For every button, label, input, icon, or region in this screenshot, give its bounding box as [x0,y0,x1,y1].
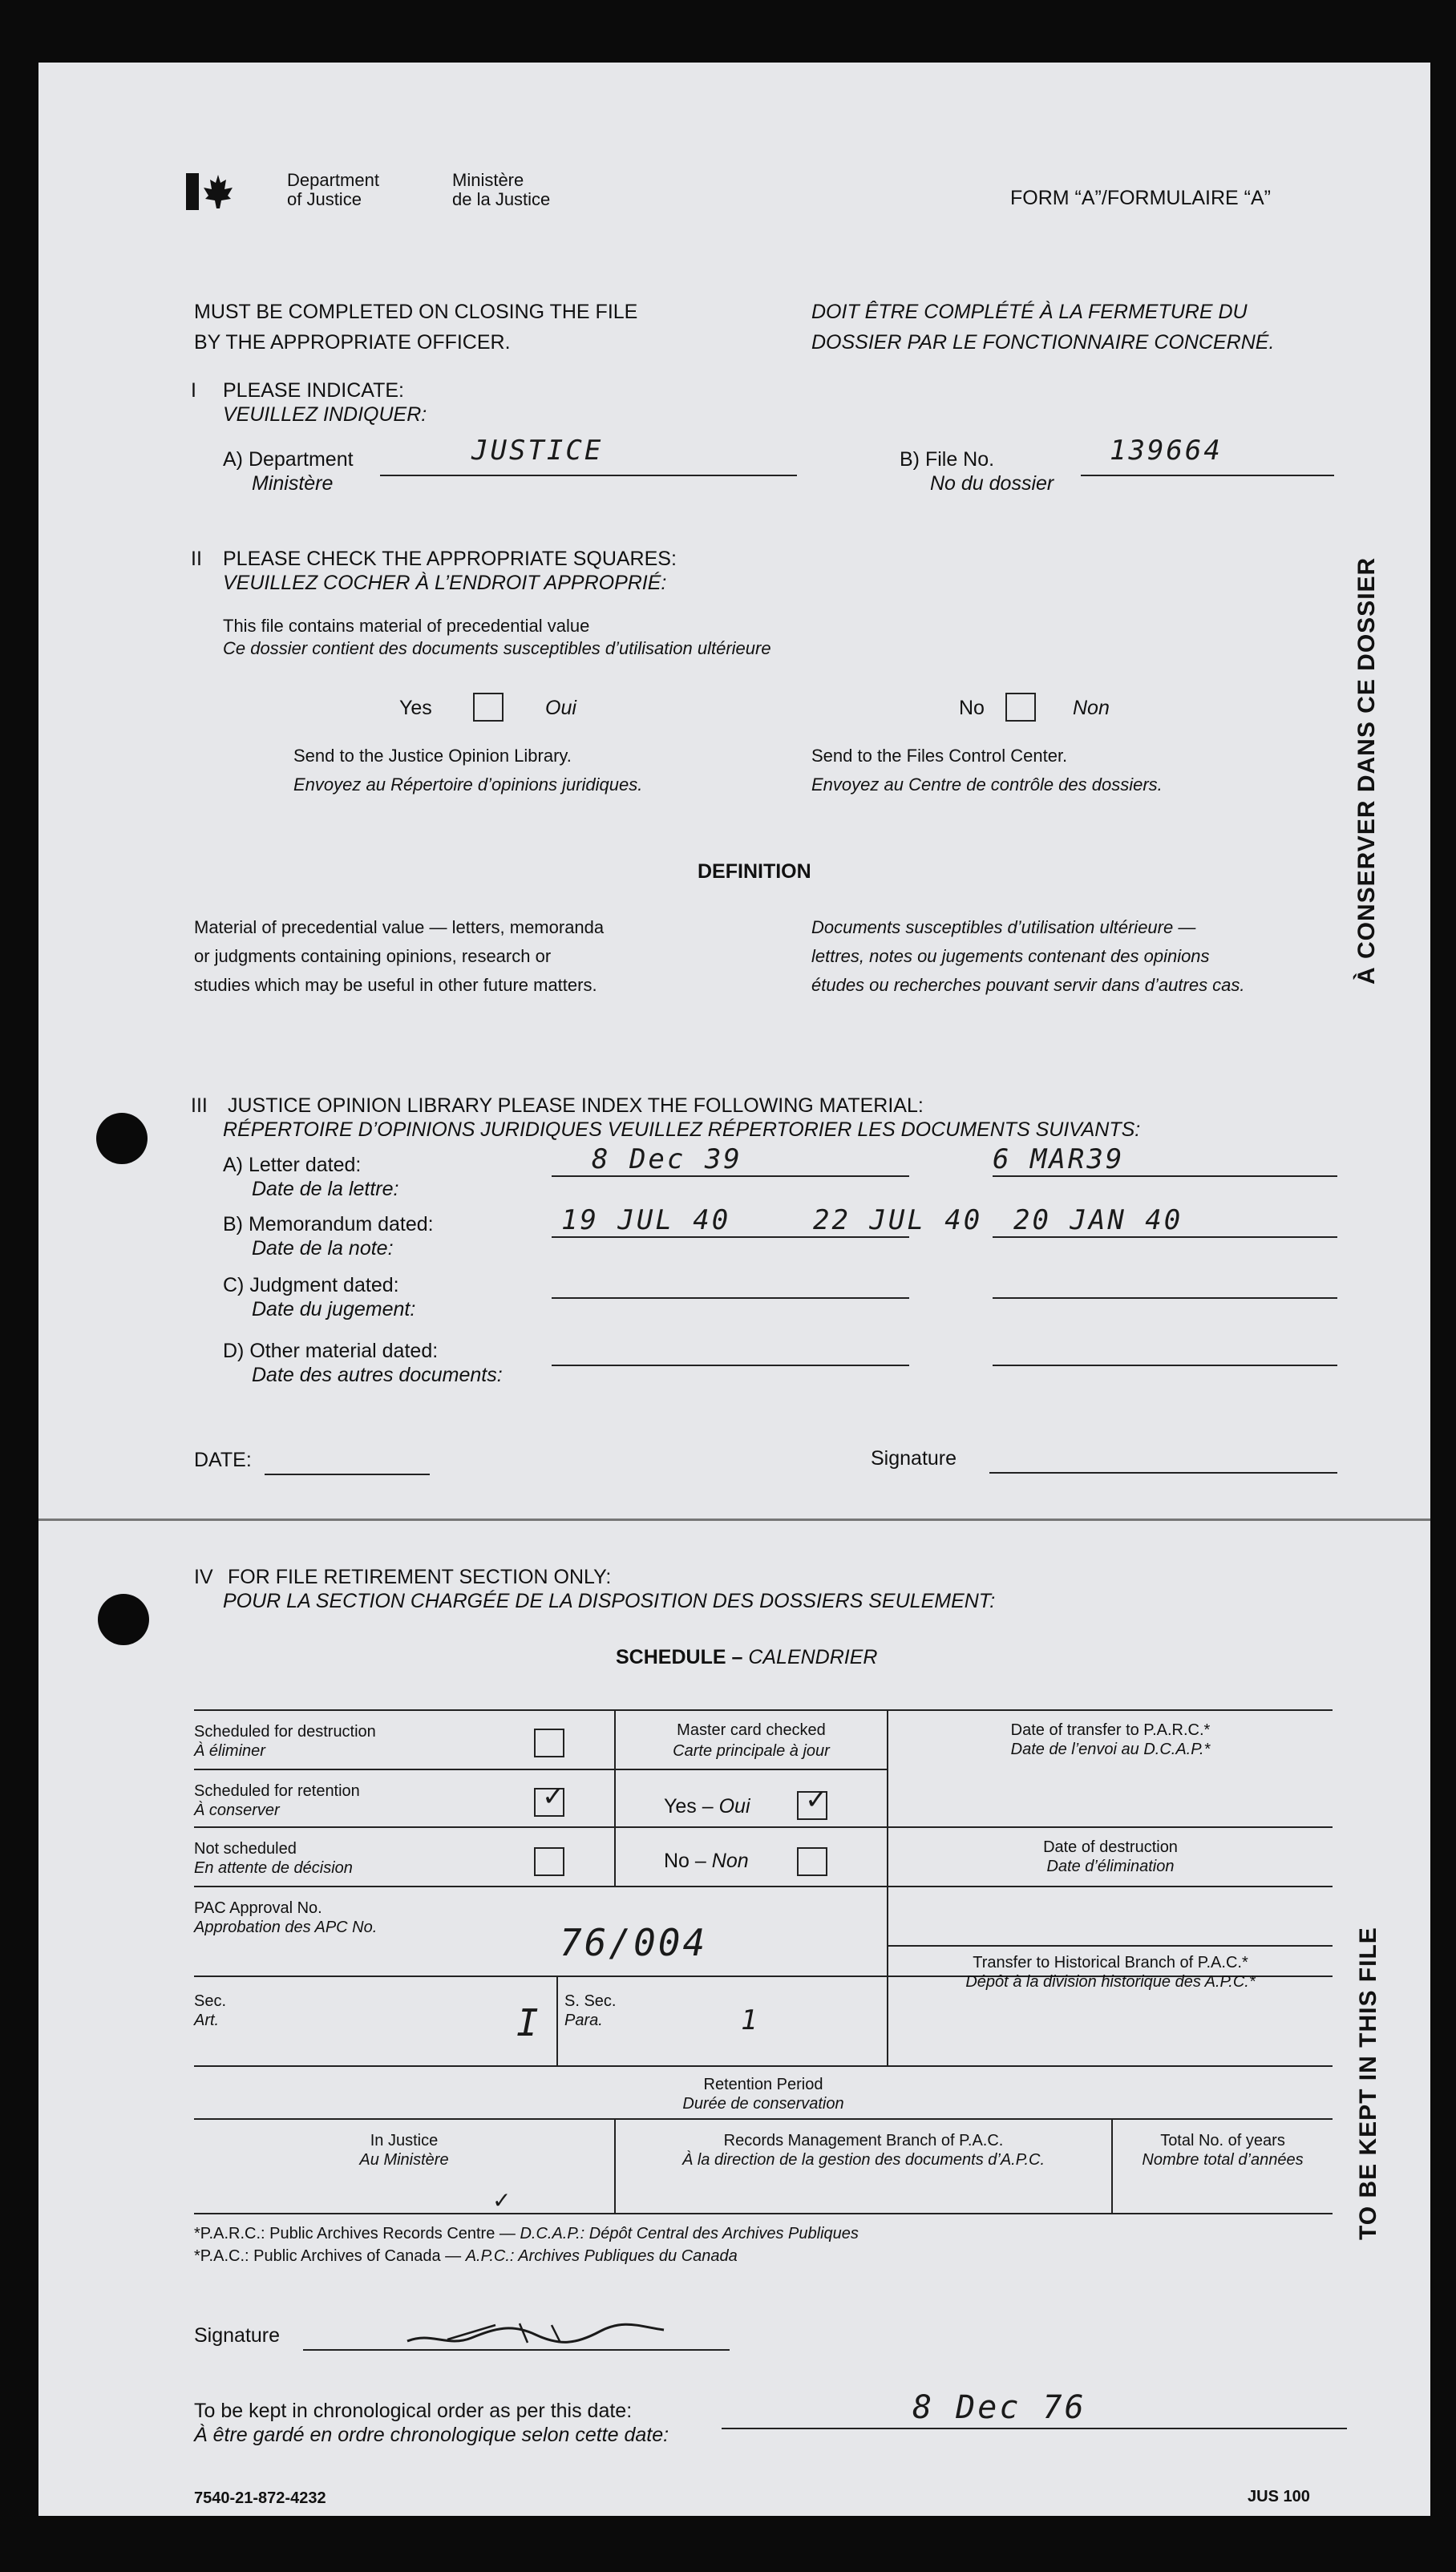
section2-title-fr: VEUILLEZ COCHER À L’ENDROIT APPROPRIÉ: [223,572,667,594]
destruction-label: Scheduled for destruction [194,1723,376,1741]
punch-hole [98,1594,149,1645]
destruction-date-label-fr: Date d’élimination [1046,1858,1175,1875]
section3-title-fr: RÉPERTOIRE D’OPINIONS JURIDIQUES VEUILLEZ RÉPERTORIER LES DOCUMENTS SUIVANTS: [223,1118,1141,1141]
department-value: JUSTICE [471,435,604,467]
pac-label: PAC Approval No. [194,1899,322,1917]
letter-label: A) Letter dated: [223,1154,362,1176]
section3-num: III [191,1094,208,1117]
bottom-signature-label: Signature [194,2324,281,2347]
send-files: Send to the Files Control Center. [811,746,1068,766]
dept-fr-2: de la Justice [452,189,551,209]
pac-value: 76/004 [560,1921,708,1964]
kept-label-fr: À être gardé en ordre chronologique selon cette date: [194,2424,669,2446]
send-library: Send to the Justice Opinion Library. [293,746,572,766]
definition-heading: DEFINITION [698,860,811,883]
check-mark-icon: ✓ [542,1781,565,1812]
footnote-pac: *P.A.C.: Public Archives of Canada — A.P.C.: Archives Publiques du Canada [194,2247,738,2265]
precedential-line-fr: Ce dossier contient des documents susceptibles d’utilisation ultérieure [223,638,771,658]
file-no-label-fr: No du dossier [930,472,1054,495]
intro-fr-1: DOIT ÊTRE COMPLÉTÉ À LA FERMETURE DU [811,301,1248,323]
section2-title: PLEASE CHECK THE APPROPRIATE SQUARES: [223,548,677,570]
form-title: FORM “A”/FORMULAIRE “A” [1010,187,1271,209]
ssec-label-fr: Para. [564,2012,603,2029]
ssec-value: 1 [741,2004,760,2036]
no-label-fr: Non [1073,697,1110,719]
retention-period-label-fr: Durée de conservation [682,2095,844,2113]
historical-label-fr: Dépôt à la division historique des A.P.C.* [965,1973,1256,1991]
not-scheduled-checkbox[interactable] [534,1847,564,1876]
transfer-label-fr: Date de l’envoi au D.C.A.P.* [1010,1741,1211,1758]
kept-label: To be kept in chronological order as per this date: [194,2400,633,2422]
other-label: D) Other material dated: [223,1340,439,1362]
total-years-label: Total No. of years [1160,2132,1285,2149]
form-code-left: 7540-21-872-4232 [194,2489,326,2507]
form-code-right: JUS 100 [1248,2488,1310,2505]
destruction-label-fr: À éliminer [194,1742,265,1760]
master-no-label: No – Non [664,1850,749,1872]
section1-title: PLEASE INDICATE: [223,379,404,402]
yes-checkbox[interactable] [473,693,504,722]
memo-date-3: 20 JAN 40 [1013,1204,1183,1236]
historical-label: Transfer to Historical Branch of P.A.C.* [973,1954,1248,1971]
section3-title: JUSTICE OPINION LIBRARY PLEASE INDEX THE FOLLOWING MATERIAL: [228,1094,924,1117]
yes-label: Yes [399,697,432,719]
intro-fr-2: DOSSIER PAR LE FONCTIONNAIRE CONCERNÉ. [811,331,1275,354]
date-label: DATE: [194,1449,252,1471]
judgment-label-fr: Date du jugement: [252,1298,416,1320]
handwritten-signature [399,2307,672,2356]
transfer-label: Date of transfer to P.A.R.C.* [1010,1721,1211,1739]
destruction-checkbox[interactable] [534,1729,564,1757]
no-checkbox[interactable] [1005,693,1036,722]
retention-label: Scheduled for retention [194,1782,360,1800]
letter-date-1: 8 Dec 39 [592,1143,742,1175]
dept-en-1: Department [287,170,379,190]
not-scheduled-label-fr: En attente de décision [194,1859,353,1877]
pac-label-fr: Approbation des APC No. [194,1919,378,1936]
definition-en-1: Material of precedential value — letters, memoranda [194,917,605,937]
letter-date-2: 6 MAR39 [993,1143,1125,1175]
memo-date-1: 19 JUL 40 [561,1204,731,1236]
kept-date-value: 8 Dec 76 [912,2389,1086,2426]
master-card-label: Master card checked [677,1721,826,1739]
not-scheduled-label: Not scheduled [194,1840,297,1858]
definition-fr-1: Documents susceptibles d’utilisation ultérieure — [811,917,1196,937]
letter-label-fr: Date de la lettre: [252,1178,399,1200]
section4-title: FOR FILE RETIREMENT SECTION ONLY: [228,1566,612,1588]
memo-date-2: 22 JUL 40 [813,1204,983,1236]
dept-fr-1: Ministère [452,170,524,190]
punch-hole [96,1113,148,1164]
no-label: No [959,697,985,719]
file-no-value: 139664 [1110,435,1223,467]
send-library-fr: Envoyez au Répertoire d’opinions juridiques. [293,774,643,795]
side-text-bottom: TO BE KEPT IN THIS FILE [1355,1927,1381,2240]
master-card-label-fr: Carte principale à jour [673,1742,830,1760]
section4-num: IV [194,1566,213,1588]
section2-num: II [191,548,202,570]
department-label: A) Department [223,448,354,471]
judgment-label: C) Judgment dated: [223,1274,399,1296]
signature-label: Signature [871,1447,957,1470]
section1-title-fr: VEUILLEZ INDIQUER: [223,403,427,426]
check-mark-icon: ✓ [805,1785,828,1815]
yes-label-fr: Oui [545,697,576,719]
file-no-label: B) File No. [900,448,995,471]
rmb-label: Records Management Branch of P.A.C. [723,2132,1004,2149]
retention-label-fr: À conserver [194,1802,280,1819]
check-mark-icon: ✓ [492,2188,512,2213]
precedential-line: This file contains material of precedential value [223,616,590,636]
form-sheet [38,63,1430,2516]
other-label-fr: Date des autres documents: [252,1364,503,1386]
master-no-checkbox[interactable] [797,1847,827,1876]
department-label-fr: Ministère [252,472,334,495]
retention-period-label: Retention Period [703,2076,823,2093]
rmb-label-fr: À la direction de la gestion des documents d’A.P.C. [681,2151,1045,2169]
definition-en-3: studies which may be useful in other future matters. [194,975,597,995]
perforation-line [38,1519,1430,1521]
dept-en-2: of Justice [287,189,362,209]
destruction-date-label: Date of destruction [1043,1838,1178,1856]
sec-label-fr: Art. [194,2012,220,2029]
schedule-heading: SCHEDULE – CALENDRIER [616,1646,878,1668]
footnote-parc: *P.A.R.C.: Public Archives Records Centre — D.C.A.P.: Dépôt Central des Archives Publiques [194,2225,859,2242]
definition-en-2: or judgments containing opinions, research or [194,946,552,966]
total-years-label-fr: Nombre total d’années [1142,2151,1304,2169]
section4-title-fr: POUR LA SECTION CHARGÉE DE LA DISPOSITION DES DOSSIERS SEULEMENT: [223,1590,996,1612]
sec-value: I [516,2001,541,2044]
side-text-top: À CONSERVER DANS CE DOSSIER [1353,556,1380,985]
send-files-fr: Envoyez au Centre de contrôle des dossiers. [811,774,1163,795]
memo-label: B) Memorandum dated: [223,1213,434,1235]
section1-num: I [191,379,196,402]
definition-fr-3: études ou recherches pouvant servir dans d’autres cas. [811,975,1245,995]
intro-en-1: MUST BE COMPLETED ON CLOSING THE FILE [194,301,638,323]
in-justice-label-fr: Au Ministère [359,2151,449,2169]
intro-en-2: BY THE APPROPRIATE OFFICER. [194,331,511,354]
ssec-label: S. Sec. [564,1992,617,2010]
definition-fr-2: lettres, notes ou jugements contenant des opinions [811,946,1210,966]
master-yes-label: Yes – Oui [664,1795,750,1818]
memo-label-fr: Date de la note: [252,1237,394,1260]
sec-label: Sec. [194,1992,227,2010]
canada-flag-icon [186,173,236,210]
in-justice-label: In Justice [370,2132,439,2149]
